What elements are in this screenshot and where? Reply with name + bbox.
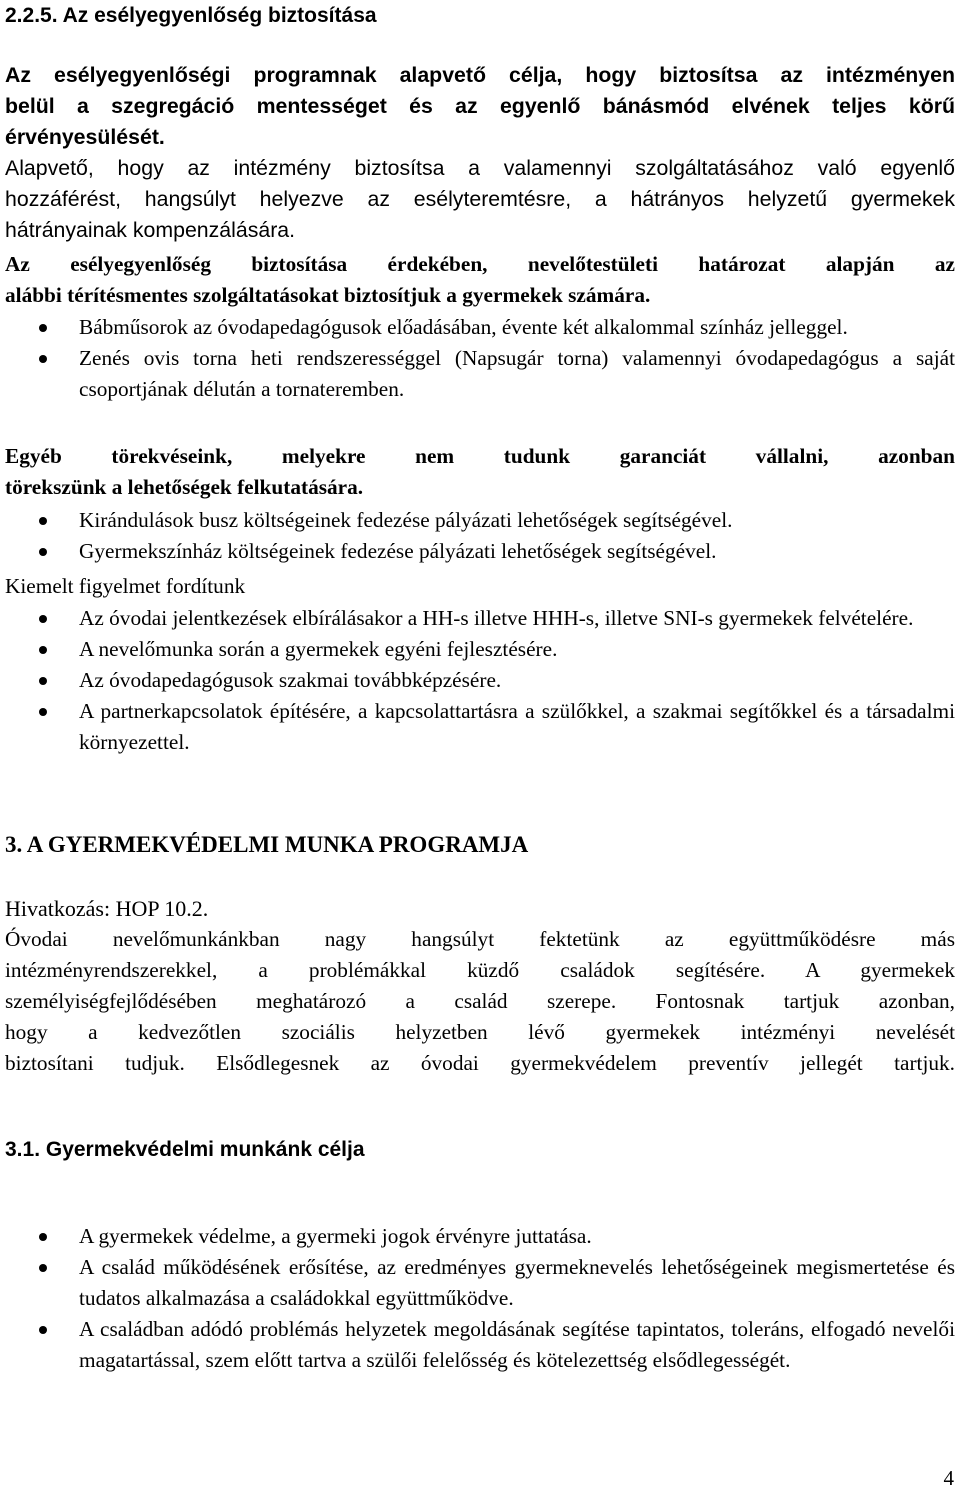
chapter-title: 3. A GYERMEKVÉDELMI MUNKA PROGRAMJA	[5, 832, 529, 857]
reference-line: Hivatkozás: HOP 10.2.	[5, 896, 209, 921]
efforts-paragraph	[5, 441, 955, 503]
section-heading: 2.2.5. Az esélyegyenlőség biztosítása	[5, 4, 377, 27]
list-item-text: A gyermekek védelme, a gyermeki jogok érvényre juttatása.	[79, 1224, 592, 1248]
efforts-list	[5, 505, 955, 567]
text-line: Egyéb törekvéseink, melyekre nem tudunk garanciát vállalni, azonban	[5, 444, 955, 468]
list-item	[5, 603, 955, 634]
list-item	[5, 536, 955, 567]
list-item	[5, 312, 955, 343]
list-item	[5, 505, 955, 536]
list-item	[5, 665, 955, 696]
text-line: Óvodai nevelőmunkánkban nagy hangsúlyt fektetünk az együttműködésre más	[5, 927, 955, 951]
list-item-text: A család működésének erősítése, az eredményes gyermeknevelés lehetőségeinek megismertetése és tudatos alkalmazása a családokkal együttműködve.	[79, 1255, 955, 1310]
text-line: belül a szegregáció mentességet és az egyenlő bánásmód elvének teljes körű	[5, 94, 955, 118]
list-item-text: A családban adódó problémás helyzetek megoldásának segítése tapintatos, toleráns, elfogadó nevelői magatartással, szem előtt tartva a szülői felelősség és kötelezettség elsődlegességét.	[79, 1317, 955, 1372]
list-item	[5, 343, 955, 405]
attention-heading: Kiemelt figyelmet fordítunk	[5, 574, 246, 598]
text-line: hogy a kedvezőtlen szociális helyzetben lévő gyermekek intézményi nevelését	[5, 1020, 955, 1044]
bullet-icon	[39, 355, 47, 363]
bullet-icon	[39, 1264, 47, 1272]
attention-list	[5, 603, 955, 758]
free-services-list	[5, 312, 955, 405]
text-line: hozzáférést, hangsúlyt helyezve az esélyteremtésre, a hátrányos helyzetű gyermekek	[5, 187, 955, 211]
list-item	[5, 696, 955, 758]
bullet-icon	[39, 1326, 47, 1334]
bullet-icon	[39, 548, 47, 556]
list-item-text: Az óvodapedagógusok szakmai továbbképzésére.	[79, 668, 502, 692]
list-item	[5, 1252, 955, 1314]
list-item	[5, 634, 955, 665]
bullet-icon	[39, 324, 47, 332]
bullet-icon	[39, 615, 47, 623]
chapter-paragraph	[5, 924, 955, 1079]
text-line: intézményrendszerekkel, a problémákkal küzdő családok segítésére. A gyermekek	[5, 958, 955, 982]
section-title: 3.1. Gyermekvédelmi munkánk célja	[5, 1138, 365, 1161]
list-item-text: A partnerkapcsolatok építésére, a kapcsolattartásra a szülőkkel, a szakmai segítőkkel és a társadalmi környezettel.	[79, 699, 955, 754]
list-item-text: Gyermekszínház költségeinek fedezése pályázati lehetőségek segítségével.	[79, 539, 717, 563]
text-line: Az esélyegyenlőségi programnak alapvető célja, hogy biztosítsa az intézményen	[5, 63, 955, 87]
list-item-text: Kirándulások busz költségeinek fedezése pályázati lehetőségek segítségével.	[79, 508, 733, 532]
goals-list	[5, 1221, 955, 1376]
text-line: Alapvető, hogy az intézmény biztosítsa a valamennyi szolgáltatásához való egyenlő	[5, 156, 955, 180]
free-services-paragraph	[5, 249, 955, 311]
intro-paragraph	[5, 60, 955, 153]
list-item-text: Zenés ovis torna heti rendszerességgel (Napsugár torna) valamennyi óvodapedagógus a saját csoportjának délután a tornateremben.	[79, 346, 955, 401]
bullet-icon	[39, 517, 47, 525]
page-number: 4	[943, 1466, 954, 1490]
list-item-text: A nevelőmunka során a gyermekek egyéni fejlesztésére.	[79, 637, 558, 661]
text-line: hátrányainak kompenzálására.	[5, 218, 296, 242]
text-line: biztosítani tudjuk. Elsődlegesnek az óvodai gyermekvédelem preventív jellegét tartjuk.	[5, 1051, 955, 1075]
text-line: személyiségfejlődésében meghatározó a család szerepe. Fontosnak tartjuk azonban,	[5, 989, 955, 1013]
text-line: Az esélyegyenlőség biztosítása érdekében, nevelőtestületi határozat alapján az	[5, 252, 955, 276]
text-line: érvényesülését.	[5, 125, 165, 149]
text-line: alábbi térítésmentes szolgáltatásokat biztosítjuk a gyermekek számára.	[5, 283, 651, 307]
list-item	[5, 1314, 955, 1376]
list-item-text: Bábműsorok az óvodapedagógusok előadásában, évente két alkalommal színház jelleggel.	[79, 315, 848, 339]
list-item-text: Az óvodai jelentkezések elbírálásakor a HH-s illetve HHH-s, illetve SNI-s gyermekek felvételére.	[79, 606, 914, 630]
bullet-icon	[39, 708, 47, 716]
text-line: törekszünk a lehetőségek felkutatására.	[5, 475, 364, 499]
list-item	[5, 1221, 955, 1252]
access-paragraph	[5, 153, 955, 246]
bullet-icon	[39, 677, 47, 685]
bullet-icon	[39, 646, 47, 654]
bullet-icon	[39, 1233, 47, 1241]
